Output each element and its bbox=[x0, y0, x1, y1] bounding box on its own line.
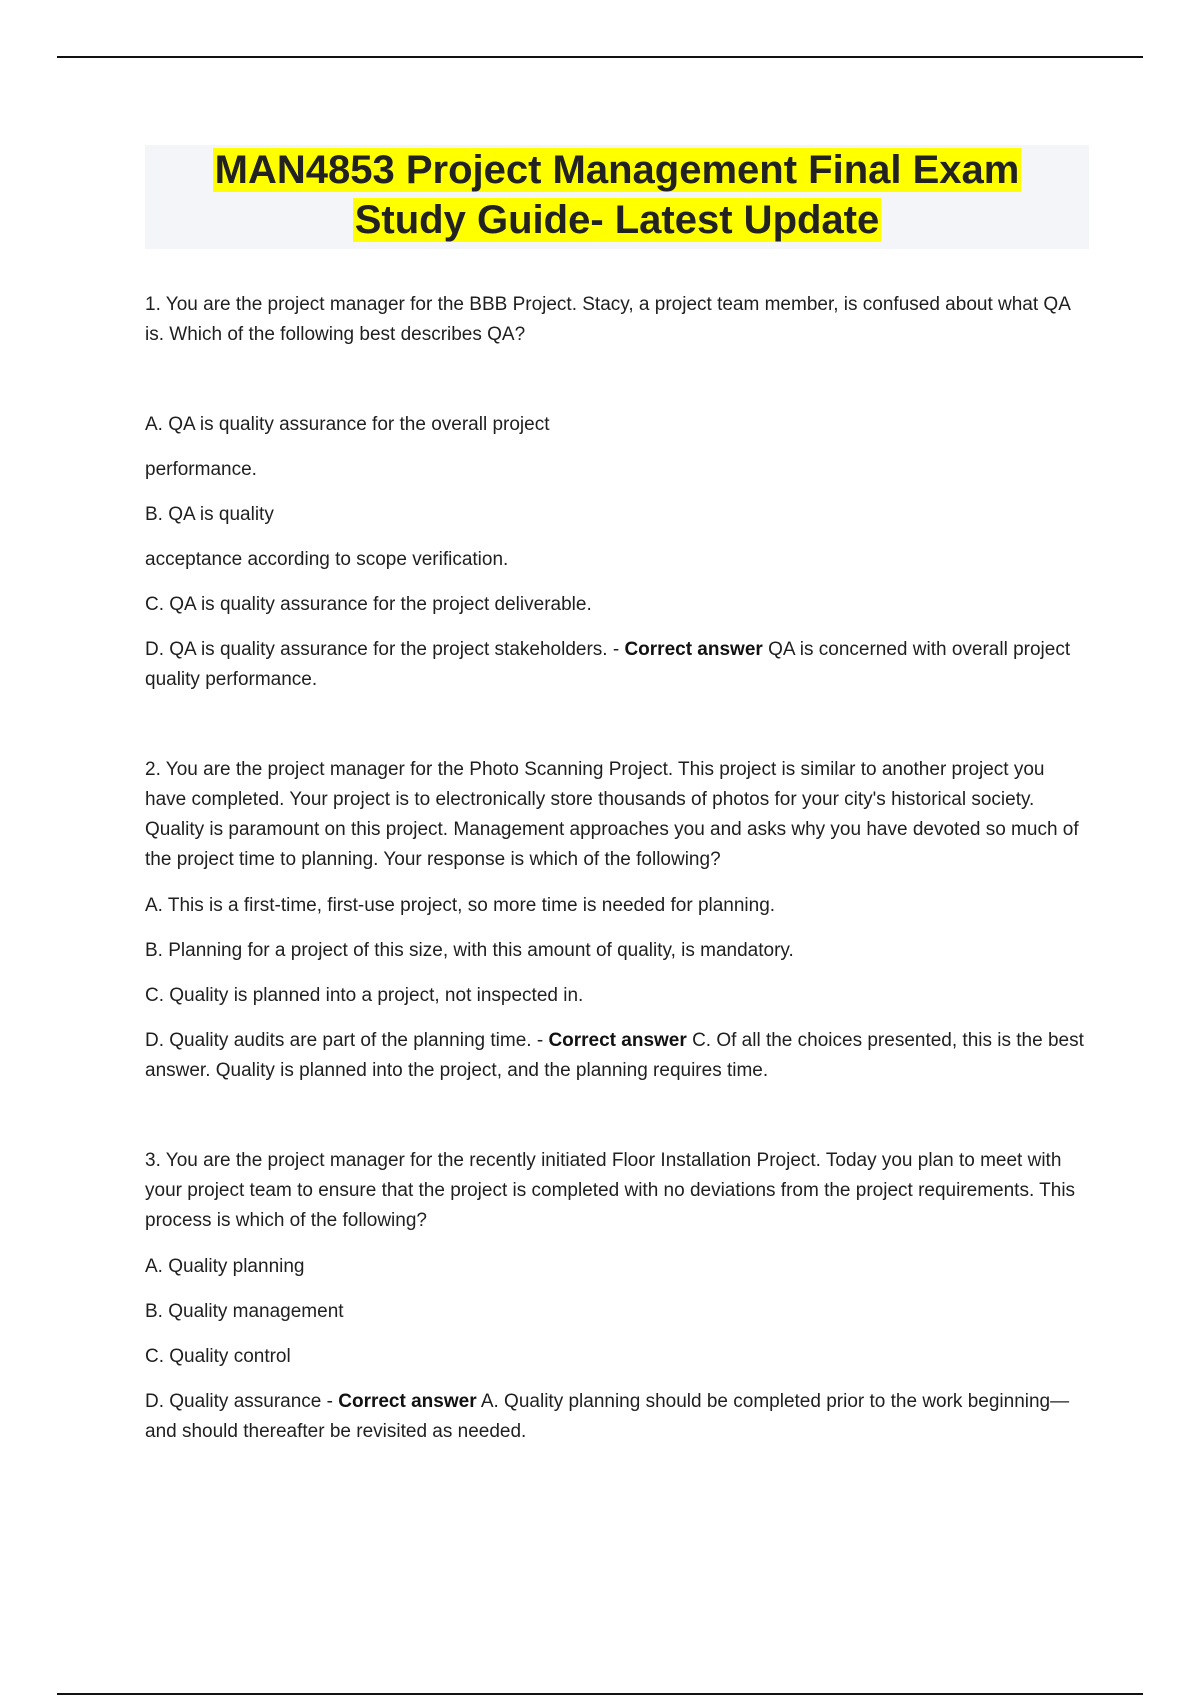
option-line: A. Quality planning bbox=[145, 1256, 305, 1277]
answer-text: QA is concerned with overall project quality performance. bbox=[145, 639, 1071, 690]
correct-answer-label: Correct answer bbox=[548, 1030, 687, 1051]
option-line: C. QA is quality assurance for the project deliverable. bbox=[145, 594, 592, 615]
question-3 bbox=[145, 1146, 1090, 1447]
option-d: D. Quality audits are part of the planning time. - bbox=[145, 1030, 544, 1051]
option-with-answer bbox=[145, 635, 1090, 695]
title-line-2: Study Guide- Latest Update bbox=[354, 198, 880, 242]
option-line: C. Quality is planned into a project, not inspected in. bbox=[145, 985, 584, 1006]
option-line: B. QA is quality bbox=[145, 504, 274, 525]
correct-answer-label: Correct answer bbox=[338, 1391, 477, 1412]
option-with-answer bbox=[145, 1387, 1090, 1447]
question-stem: 3. You are the project manager for the recently initiated Floor Installation Project. Today you plan to meet with your project team to ensure that the project is completed with no deviations from the project requirements. This process is which of the following? bbox=[145, 1150, 1076, 1231]
document-title bbox=[145, 145, 1089, 249]
option-d: D. Quality assurance - bbox=[145, 1391, 333, 1412]
option-line: A. QA is quality assurance for the overall project bbox=[145, 414, 550, 435]
option-line: acceptance according to scope verification. bbox=[145, 549, 509, 570]
question-stem: 2. You are the project manager for the Photo Scanning Project. This project is similar to another project you have completed. Your project is to electronically store thousands of photos for your city's historical society. Quality is paramount on this project. Management approaches you and asks why you have devoted so much of the project time to planning. Your response is which of the following? bbox=[145, 759, 1079, 870]
option-line: A. This is a first-time, first-use project, so more time is needed for planning. bbox=[145, 895, 776, 916]
option-line: C. Quality control bbox=[145, 1346, 291, 1367]
answer-text: A. Quality planning should be completed prior to the work beginning—and should thereafter be revisited as needed. bbox=[145, 1391, 1070, 1442]
answer-text: C. Of all the choices presented, this is the best answer. Quality is planned into the project, and the planning requires time. bbox=[145, 1030, 1084, 1081]
option-line: B. Quality management bbox=[145, 1301, 344, 1322]
option-d: D. QA is quality assurance for the project stakeholders. - bbox=[145, 639, 620, 660]
option-line: B. Planning for a project of this size, with this amount of quality, is mandatory. bbox=[145, 940, 794, 961]
question-2 bbox=[145, 755, 1090, 1086]
correct-answer-label: Correct answer bbox=[624, 639, 763, 660]
question-1 bbox=[145, 290, 1090, 695]
option-with-answer bbox=[145, 1026, 1090, 1086]
footer-rule bbox=[57, 1693, 1143, 1695]
header-rule bbox=[57, 56, 1143, 58]
title-line-1: MAN4853 Project Management Final Exam bbox=[214, 148, 1020, 192]
document-body bbox=[145, 290, 1090, 1462]
question-stem: 1. You are the project manager for the BBB Project. Stacy, a project team member, is confused about what QA is. Which of the following best describes QA? bbox=[145, 294, 1070, 345]
option-line: performance. bbox=[145, 459, 257, 480]
